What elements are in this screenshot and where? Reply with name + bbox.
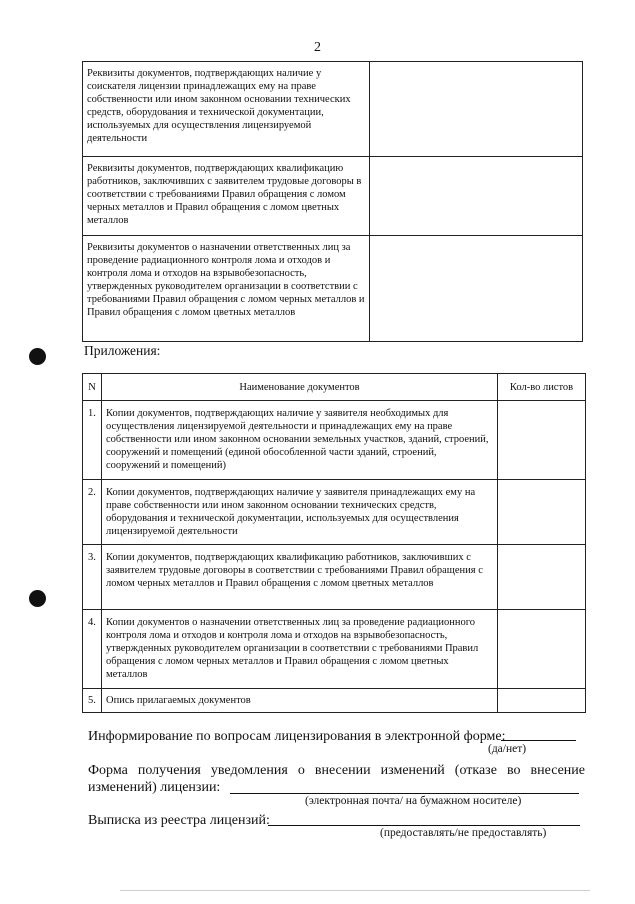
requisites-row bbox=[83, 157, 583, 236]
header-num: N bbox=[83, 374, 102, 401]
inform-hint: (да/нет) bbox=[488, 743, 527, 755]
requisites-row bbox=[83, 62, 583, 157]
requisites-table bbox=[82, 61, 583, 342]
extract-input-line[interactable] bbox=[268, 810, 580, 826]
appendix-name: Копии документов, подтверждающих наличие у заявителя принадлежащих ему на праве собственности или ином законном основании технических средств, оборудования и технической документации, используемых для осуществления лицензируемой деятельности bbox=[102, 480, 498, 545]
requisites-value-cell[interactable] bbox=[369, 62, 582, 157]
appendix-count-cell[interactable] bbox=[498, 545, 586, 610]
appendix-num: 1. bbox=[83, 401, 102, 480]
inform-label: Информирование по вопросам лицензирования в электронной форме: bbox=[88, 729, 506, 744]
appendix-num: 5. bbox=[83, 689, 102, 713]
appendix-name: Копии документов о назначении ответственных лиц за проведение радиационного контроля лома и отходов и контроля лома и отходов на взрывобезопасность, утвержденных руководителем организации в соответствии с требованиями Правил обращения с ломом черных металлов и Правил обращения с ломом цветных металлов bbox=[102, 610, 498, 689]
requisites-label: Реквизиты документов, подтверждающих квалификацию работников, заключивших с заявителем трудовые договоры в соответствии с требованиями Правил обращения с ломом черных металлов и Правил обращения с ломом цветных металлов bbox=[83, 157, 370, 236]
requisites-label: Реквизиты документов, подтверждающих наличие у соискателя лицензии принадлежащих ему на праве собственности или ином законном основании технических средств, оборудования и технической документации, используемых для осуществления лицензируемой деятельности bbox=[83, 62, 370, 157]
appendices-title: Приложения: bbox=[84, 343, 161, 358]
requisites-row bbox=[83, 236, 583, 342]
appendix-row bbox=[83, 401, 586, 480]
appendix-row bbox=[83, 689, 586, 713]
appendix-count-cell[interactable] bbox=[498, 610, 586, 689]
requisites-value-cell[interactable] bbox=[369, 236, 582, 342]
appendix-name: Копии документов, подтверждающих наличие у заявителя необходимых для осуществления лицензируемой деятельности и принадлежащих ему на праве собственности или ином законном основании земельных участков, зданий, строений, сооружений и помещений (единой обособленной части зданий, строений, сооружений и помещений) bbox=[102, 401, 498, 480]
appendix-name: Копии документов, подтверждающих квалификацию работников, заключивших с заявителем трудовые договоры в соответствии с требованиями Правил обращения с ломом черных металлов и Правил обращения с ломом цветных металлов bbox=[102, 545, 498, 610]
notice-label-line1: Форма получения уведомления о внесении изменений (отказе во внесение bbox=[88, 763, 585, 778]
appendix-count-cell[interactable] bbox=[498, 689, 586, 713]
header-count: Кол-во листов bbox=[498, 374, 586, 401]
page-number: 2 bbox=[314, 40, 321, 55]
inform-input-line[interactable] bbox=[501, 725, 576, 741]
appendix-num: 4. bbox=[83, 610, 102, 689]
appendices-header-row bbox=[83, 374, 586, 401]
punch-hole bbox=[29, 590, 46, 607]
requisites-label: Реквизиты документов о назначении ответственных лиц за проведение радиационного контроля лома и отходов и контроля лома и отходов на взрывобезопасность, утвержденных руководителем организации в соответствии с требованиями Правил обращения с ломом черных металлов и Правил обращения с ломом цветных металлов bbox=[83, 236, 370, 342]
punch-hole bbox=[29, 348, 46, 365]
appendices-table bbox=[82, 373, 586, 713]
bottom-edge-line bbox=[120, 890, 590, 891]
appendix-num: 3. bbox=[83, 545, 102, 610]
appendix-name: Опись прилагаемых документов bbox=[102, 689, 498, 713]
appendix-row bbox=[83, 610, 586, 689]
appendix-row bbox=[83, 480, 586, 545]
appendix-count-cell[interactable] bbox=[498, 480, 586, 545]
extract-label: Выписка из реестра лицензий: bbox=[88, 813, 270, 828]
notice-label-line2: изменений) лицензии: bbox=[88, 780, 221, 795]
requisites-value-cell[interactable] bbox=[369, 157, 582, 236]
appendix-row bbox=[83, 545, 586, 610]
appendix-num: 2. bbox=[83, 480, 102, 545]
extract-hint: (предоставлять/не предоставлять) bbox=[380, 827, 547, 839]
appendix-count-cell[interactable] bbox=[498, 401, 586, 480]
notice-hint: (электронная почта/ на бумажном носителе) bbox=[305, 795, 522, 807]
header-name: Наименование документов bbox=[102, 374, 498, 401]
notice-input-line[interactable] bbox=[230, 778, 579, 794]
